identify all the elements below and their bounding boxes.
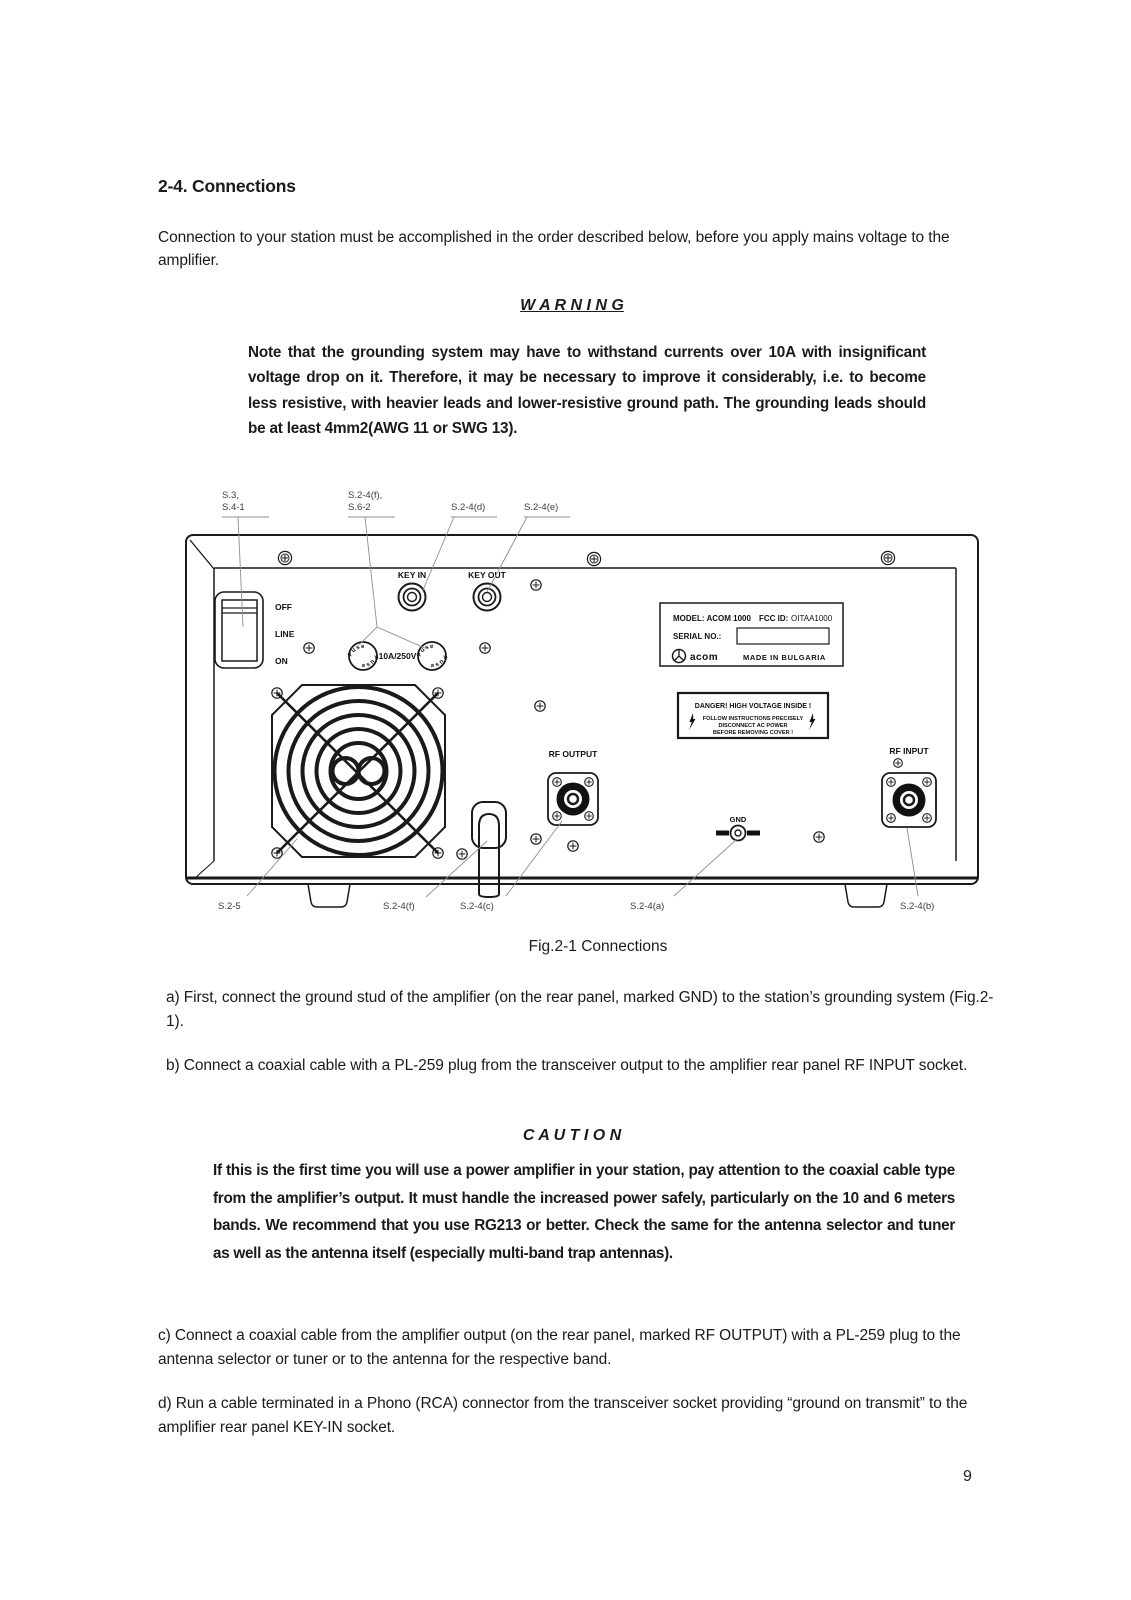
danger-line4: BEFORE REMOVING COVER !: [712, 730, 794, 736]
page-number: 9: [963, 1468, 972, 1485]
caution-heading-wrap: [158, 1127, 986, 1145]
callout-s2-4e: S.2-4(e): [524, 502, 559, 513]
key-out-jack: [468, 570, 506, 611]
step-d-paragraph: d) Run a cable terminated in a Phono (RCA) connector from the transceiver socket providing “ground on transmit” to the amplifier rear panel KEY-IN socket.: [158, 1395, 968, 1436]
fuse-rating-label: 10A/250V: [378, 651, 417, 661]
power-switch: [215, 592, 295, 668]
fuse-word: Fuse: [416, 643, 435, 658]
fuse-word: Fuse: [347, 643, 366, 658]
step-a-paragraph: a) First, connect the ground stud of the amplifier (on the rear panel, marked GND) to the station’s grounding system (Fig.2-1).: [166, 989, 994, 1030]
acom-logo-icon: [673, 650, 686, 663]
lightning-bolt-icon: [809, 713, 816, 730]
rf-input-connector: [882, 746, 936, 827]
callout-s2-4d: S.2-4(d): [451, 502, 486, 513]
warning-heading: W A R N I N G: [520, 297, 624, 314]
callout-s2-4f-bottom: S.2-4(f): [383, 901, 415, 912]
danger-label: [678, 693, 828, 738]
switch-line-label: LINE: [275, 629, 295, 639]
danger-line1: DANGER! HIGH VOLTAGE INSIDE !: [694, 703, 812, 710]
switch-off-label: OFF: [275, 602, 292, 612]
fuse-word: Fuse: [360, 654, 379, 669]
model-label: [660, 603, 843, 666]
serial-no-box: [737, 628, 829, 644]
callout-s2-5: S.2-5: [218, 901, 241, 912]
danger-line3: DISCONNECT AC POWER: [718, 723, 788, 729]
danger-line2: FOLLOW INSTRUCTIONS PRECISELY: [702, 716, 804, 722]
callout-s6-2: S.6-2: [348, 502, 371, 513]
callout-s2-4b: S.2-4(b): [900, 901, 935, 912]
lightning-bolt-icon: [689, 713, 696, 730]
rf-output-connector: [548, 749, 598, 825]
made-in-text: MADE IN BULGARIA: [743, 653, 826, 662]
step-c-paragraph: c) Connect a coaxial cable from the amplifier output (on the rear panel, marked RF OUTPUT) with a PL-259 plug to the antenna selector or tuner or to the antenna for the respective band.: [158, 1327, 961, 1368]
fcc-id-value: OITAA1000: [791, 614, 833, 623]
warning-heading-wrap: [158, 297, 986, 315]
rf-input-label: RF INPUT: [889, 746, 929, 756]
top-screws: [278, 551, 894, 565]
model-text: MODEL: ACOM 1000: [673, 614, 751, 623]
callout-s2-4c: S.2-4(c): [460, 901, 494, 912]
gnd-label: GND: [729, 815, 747, 824]
figure-caption: Fig.2-1 Connections: [528, 938, 668, 955]
step-b-paragraph: b) Connect a coaxial cable with a PL-259 plug from the transceiver output to the amplifier rear panel RF INPUT socket.: [166, 1057, 968, 1074]
fuse-holders: [348, 642, 448, 670]
key-out-label: KEY OUT: [468, 570, 506, 580]
fuse-word: Fuse: [429, 654, 448, 669]
callout-s4-1: S.4-1: [222, 502, 245, 513]
intro-paragraph: Connection to your station must be accomplished in the order described below, before you apply mains voltage to the amplifier.: [158, 229, 950, 269]
rf-output-label: RF OUTPUT: [548, 749, 598, 759]
section-title: 2-4. Connections: [158, 176, 296, 196]
warning-paragraph: Note that the grounding system may have to withstand currents over 10A with insignificant voltage drop on it. Therefore, it may be necessary to improve it considerably, i.e. to become less resistive, with heavier leads and lower-resistive ground path. The grounding leads should be at least 4mm2(AWG 11 or SWG 13).: [248, 344, 926, 438]
caution-heading: C A U T I O N: [522, 1127, 622, 1144]
callout-s2-4a: S.2-4(a): [630, 901, 665, 912]
key-in-jack: [398, 570, 426, 611]
key-in-label: KEY IN: [397, 570, 427, 580]
figure-caption-wrap: [158, 938, 1038, 956]
amplifier-case: [186, 535, 978, 884]
caution-paragraph: If this is the first time you will use a power amplifier in your station, pay attention to the coaxial cable type from the amplifier’s output. It must handle the increased power safely, particularly on the 10 and 6 meters bands. We recommend that you use RG213 or better. Check the same for the antenna selector and tuner as well as the antenna itself (especially multi-band trap antennas).: [213, 1162, 955, 1262]
ground-stud: [716, 815, 760, 841]
callout-s2-4f-top: S.2-4(f),: [348, 490, 383, 501]
brand-text: acom: [690, 652, 719, 663]
fan-grille: [272, 685, 445, 858]
rear-panel-diagram: [170, 480, 990, 920]
callout-s3: S.3,: [222, 490, 239, 501]
serial-no-label: SERIAL NO.:: [673, 632, 722, 641]
fcc-id-label: FCC ID:: [759, 614, 789, 623]
switch-on-label: ON: [275, 656, 288, 666]
